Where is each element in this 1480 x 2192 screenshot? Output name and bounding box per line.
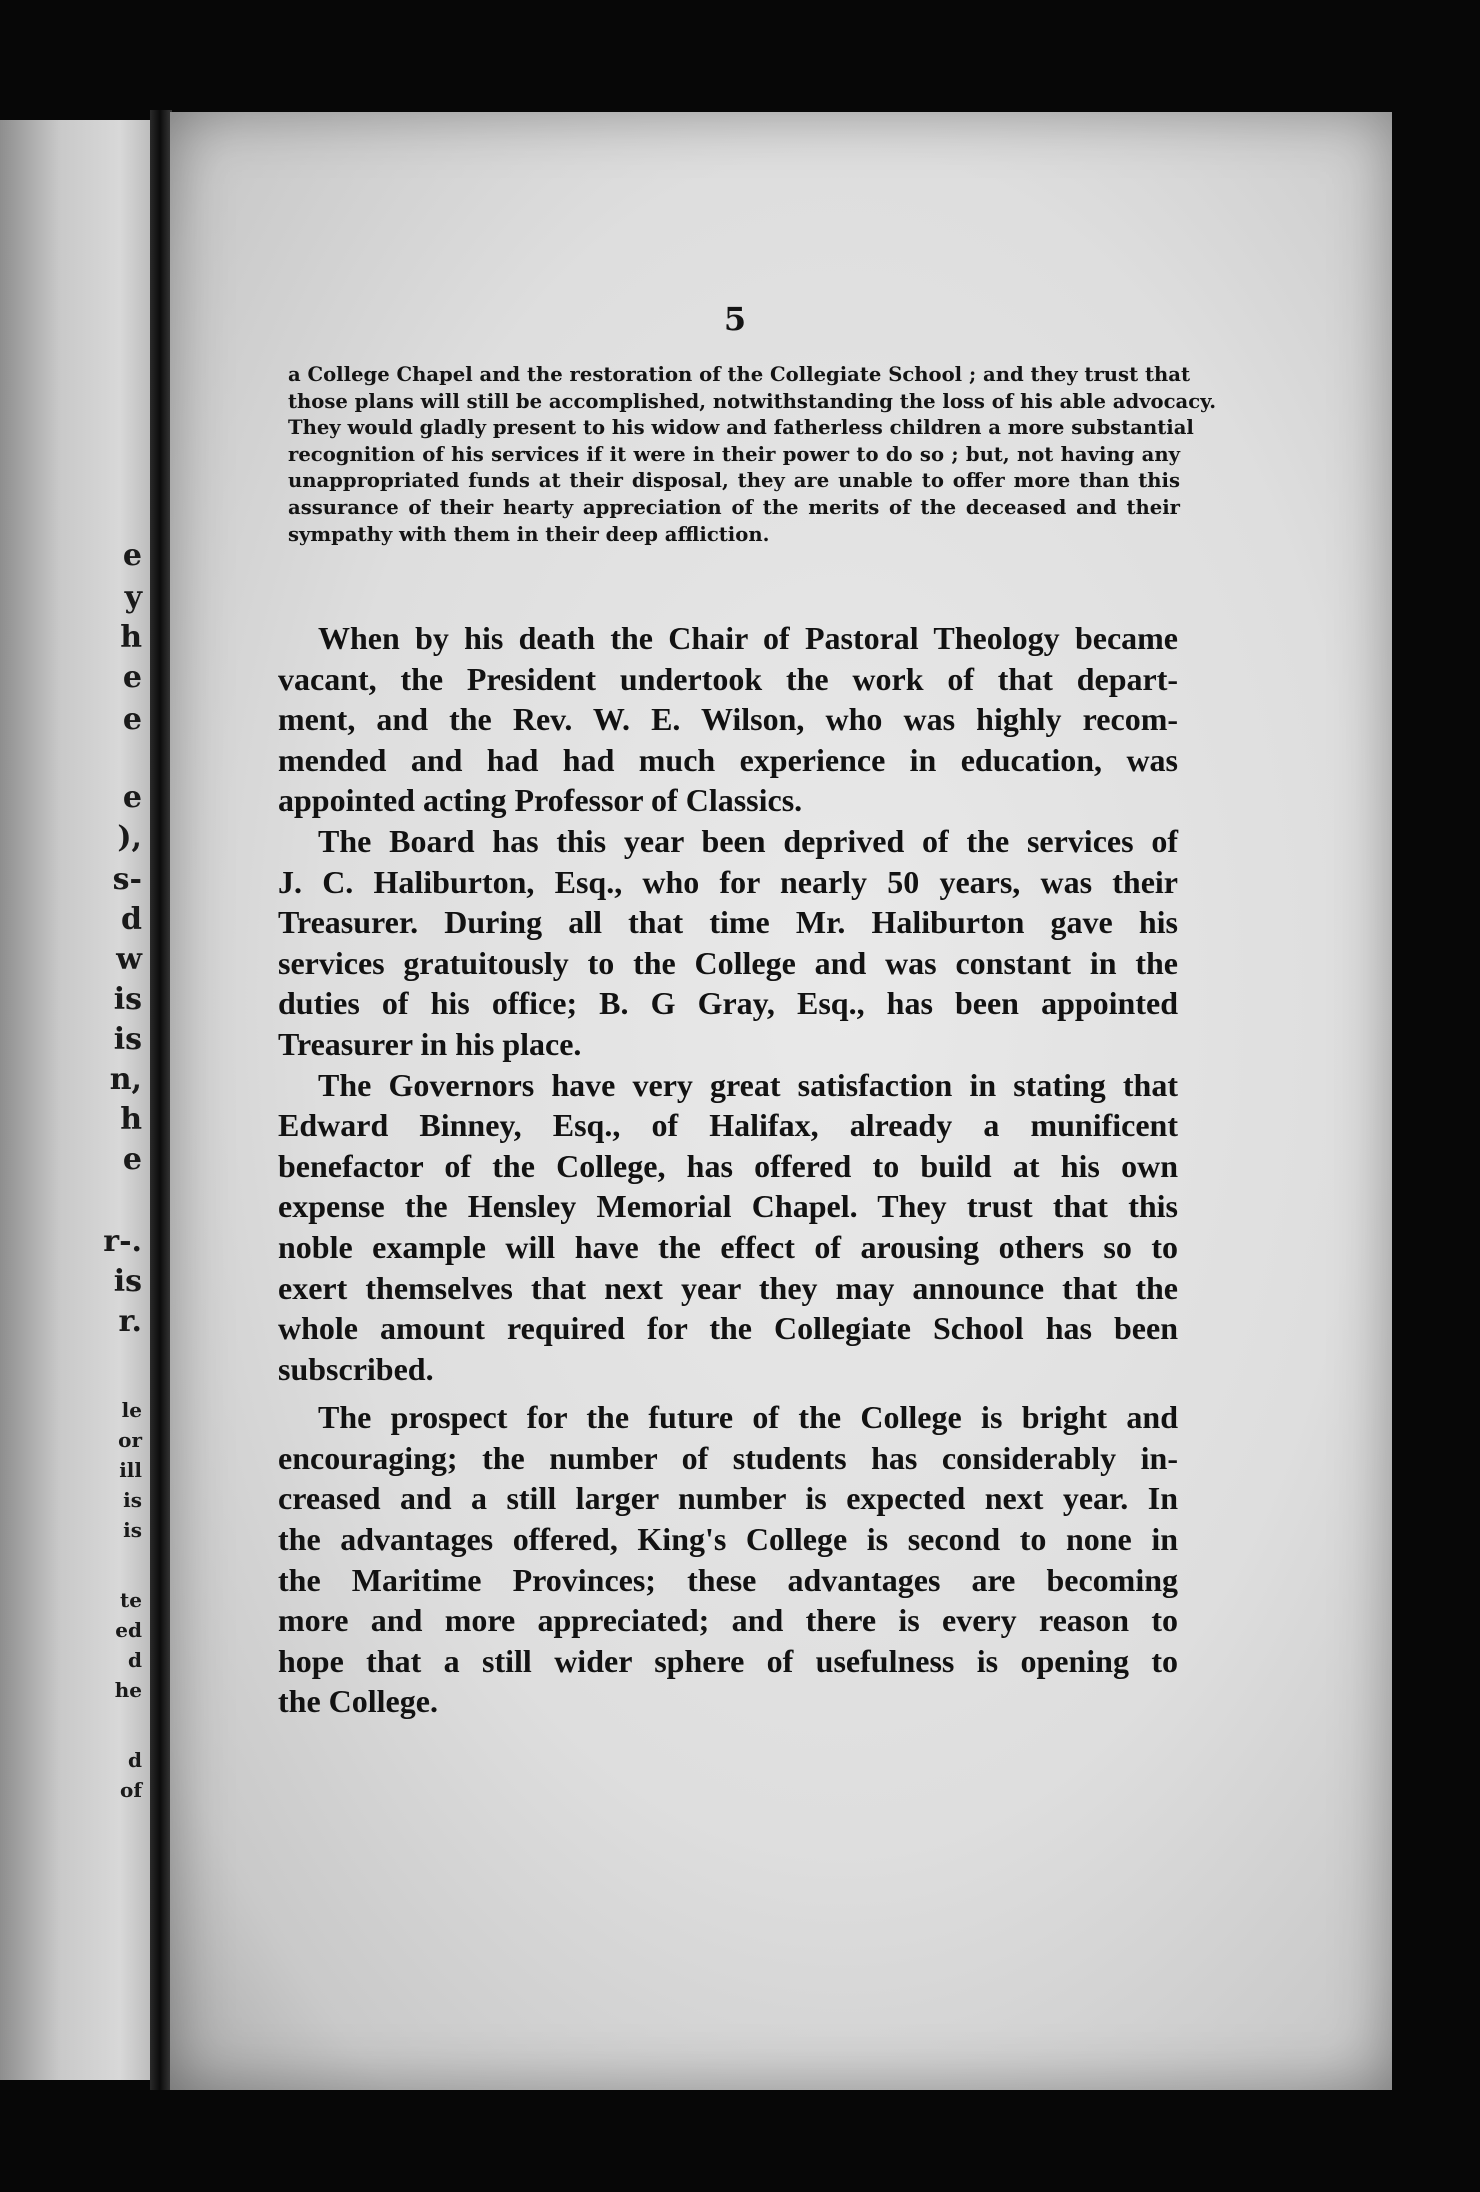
paragraph (278, 618, 1178, 821)
body-text (278, 618, 1178, 1722)
paragraph (278, 1397, 1178, 1722)
left-fragment: le (121, 1398, 142, 1422)
left-fragment: d (121, 902, 142, 937)
text-line: expense the Hensley Memorial Chapel. They trust that this (278, 1188, 1178, 1225)
excerpt-line: recognition of his services if it were in their power to do so ; but, not having any (288, 442, 1180, 466)
left-fragment: n, (109, 1062, 142, 1097)
text-line: the College. (278, 1683, 438, 1720)
text-line: creased and a still larger number is expected next year. In (278, 1480, 1178, 1517)
left-fragment: ), (117, 820, 142, 855)
page-number: 5 (723, 300, 747, 338)
text-line: vacant, the President undertook the work of that depart- (278, 660, 1178, 697)
text-line: the Maritime Provinces; these advantages are becoming (278, 1561, 1178, 1598)
text-line: The Board has this year been deprived of the services of (318, 822, 1178, 859)
resolution-excerpt (288, 362, 1217, 548)
left-fragment: d (128, 1648, 142, 1672)
left-fragment: h (120, 620, 142, 655)
adjacent-page-strip (0, 120, 150, 2080)
text-line: Treasurer. During all that time Mr. Haliburton gave his (278, 904, 1178, 941)
text-line: The Governors have very great satisfaction in stating that (318, 1066, 1178, 1103)
text-line: services gratuitously to the College and was constant in the (278, 944, 1178, 981)
left-fragment: is (113, 1022, 142, 1057)
book-gutter (150, 110, 172, 2090)
text-line: When by his death the Chair of Pastoral Theology became (318, 620, 1178, 656)
excerpt-line: They would gladly present to his widow and fatherless children a more substantial (288, 416, 1194, 440)
left-fragment: is (123, 1518, 142, 1542)
left-fragment: te (120, 1588, 142, 1612)
text-line: encouraging; the number of students has considerably in- (278, 1439, 1178, 1476)
left-fragment: e (122, 660, 142, 695)
text-line: ment, and the Rev. W. E. Wilson, who was highly recom- (278, 701, 1178, 738)
left-fragment: he (114, 1678, 142, 1702)
text-line: appointed acting Professor of Classics. (278, 782, 803, 819)
paragraph (278, 821, 1178, 1065)
text-line: Edward Binney, Esq., of Halifax, already a munificent (278, 1107, 1178, 1144)
paragraph (278, 1065, 1178, 1390)
left-fragment: h (120, 1102, 142, 1137)
left-fragment: r. (118, 1304, 142, 1339)
text-line: benefactor of the College, has offered to build at his own (278, 1147, 1178, 1184)
excerpt-line: unappropriated funds at their disposal, they are unable to offer more than this (288, 469, 1180, 493)
left-fragment: of (120, 1778, 142, 1802)
text-line: Treasurer in his place. (278, 1025, 582, 1062)
text-line: subscribed. (278, 1350, 434, 1387)
text-line: The prospect for the future of the College is bright and (318, 1399, 1178, 1436)
left-fragment: ill (119, 1458, 142, 1482)
excerpt-line: sympathy with them in their deep affliction. (288, 522, 770, 546)
left-fragment: e (122, 538, 142, 573)
text-line: noble example will have the effect of arousing others so to (278, 1228, 1178, 1265)
text-line: more and more appreciated; and there is every reason to (278, 1602, 1178, 1639)
left-fragment: e (122, 1142, 142, 1177)
left-fragment: is (123, 1488, 142, 1512)
left-fragment: y (124, 580, 142, 615)
left-fragment: is (113, 982, 142, 1017)
text-line: mended and had had much experience in education, was (278, 741, 1178, 778)
excerpt-line: assurance of their hearty appreciation of the merits of the deceased and their (288, 495, 1180, 519)
text-line: J. C. Haliburton, Esq., who for nearly 50 years, was their (278, 863, 1178, 900)
excerpt-line: those plans will still be accomplished, notwithstanding the loss of his able advocacy. (288, 389, 1217, 413)
left-fragment: w (116, 942, 142, 977)
left-fragment: d (128, 1748, 142, 1772)
left-fragment: or (118, 1428, 142, 1452)
text-line: hope that a still wider sphere of usefulness is opening to (278, 1642, 1178, 1679)
text-line: whole amount required for the Collegiate School has been (278, 1310, 1178, 1347)
excerpt-line: a College Chapel and the restoration of the Collegiate School ; and they trust that (288, 363, 1191, 386)
left-fragment: s- (112, 862, 142, 897)
left-fragment: r-. (103, 1224, 142, 1259)
text-line: duties of his office; B. G Gray, Esq., has been appointed (278, 985, 1178, 1022)
left-fragment: ed (115, 1618, 142, 1642)
left-fragment: e (122, 702, 142, 737)
left-fragment: e (122, 780, 142, 815)
text-line: the advantages offered, King's College is second to none in (278, 1521, 1178, 1558)
left-fragment: is (113, 1264, 142, 1299)
text-line: exert themselves that next year they may announce that the (278, 1269, 1178, 1306)
